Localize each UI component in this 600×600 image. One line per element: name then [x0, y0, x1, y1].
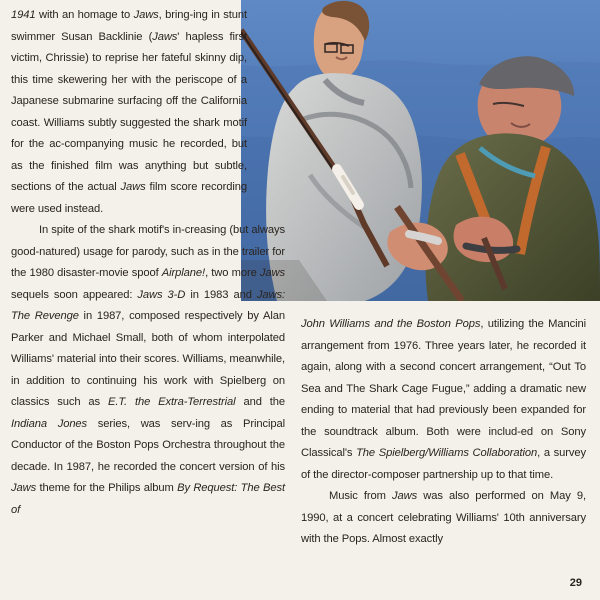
lp2-run-9: in 1987, composed respectively by Alan Parker and Michael Small, both of whom interpolated Williams' material into their scores. Williams, meanwhile, in addition to continuing his work with Spielberg on classics such as	[11, 310, 285, 408]
rp1-run-3: The Spielberg/Williams Collaboration	[356, 447, 538, 459]
lp1-run-8: film score recording were used instead.	[11, 181, 247, 215]
film-still-illustration	[241, 0, 600, 301]
rp2-run-2: Jaws	[391, 490, 418, 502]
lp2-run-4: Jaws	[259, 267, 285, 279]
lp2-run-6: Jaws 3-D	[137, 288, 186, 301]
right-paragraph-1	[301, 314, 586, 486]
lp2-run-14: Jaws	[11, 482, 37, 494]
right-column	[301, 314, 586, 551]
lp1-run-3: Jaws	[133, 9, 159, 21]
film-still-photo	[241, 0, 600, 301]
lp2-run-10: E.T. the Extra-Terrestrial	[107, 396, 236, 408]
page-number: 29	[569, 577, 582, 589]
lp2-run-16: By Request: The Best of	[11, 482, 285, 516]
rp1-run-1: John Williams and the Boston Pops	[301, 318, 481, 330]
lp2-run-3: , two more	[205, 267, 260, 279]
rp1-run-2: , utilizing the Mancini arrangement from 1976. Three years later, he recorded it again, along with a second concert arrangement, “Out To Sea and The Shark Cage Fugue,” adding a dramatic new ending to material that had previously been expanded for the soundtrack album. Both were includ-ed on Sony Classical's	[301, 318, 586, 459]
rp2-run-1: Music from	[329, 490, 392, 502]
lp2-run-8: Jaws: The Revenge	[11, 288, 286, 322]
lp1-run-6: ' hapless first victim, Chrissie) to reprise her fateful skinny dip, this time skewering her with the periscope of a Japanese submarine surfacing off the California coast. Williams subtly suggested the shark motif for the ac-companying music he recorded, but as the finished film was anything but subtle, sections of the actual	[11, 30, 248, 193]
lp1-run-7: Jaws	[120, 181, 146, 193]
lp2-run-2: Airplane!	[161, 267, 206, 279]
lp2-run-1: In spite of the shark motif's in-creasing (but always good-natured) usage for parody, such as in the trailer for the 1980 disaster-movie spoof	[11, 224, 285, 279]
lp1-run-5: Jaws	[152, 30, 178, 43]
lp1-run-2: with an homage to	[35, 9, 134, 21]
lp2-run-11: and the	[235, 396, 286, 408]
left-paragraph-2	[11, 220, 285, 521]
lp2-run-15: theme for the Philips album	[36, 482, 178, 494]
lp1-run-1: 1941	[11, 9, 36, 21]
lp1-run-4: , bring-ing in stunt swimmer Susan Backlinie (	[11, 9, 247, 43]
lp2-run-7: in 1983 and	[185, 288, 257, 301]
left-paragraph-1	[11, 5, 247, 220]
lp2-run-5: sequels soon appeared:	[11, 288, 138, 301]
lp2-run-12: Indiana Jones	[11, 417, 88, 430]
lp2-run-13: series, was serv-ing as Principal Conductor of the Boston Pops Orchestra throughout the decade. In 1987, he recorded the concert version of his	[11, 417, 285, 473]
rp2-run-3: was also performed on May 9, 1990, at a concert celebrating Williams' 10th anniversary with the Pops. Almost exactly	[301, 490, 586, 545]
left-column	[11, 5, 285, 521]
right-paragraph-2	[301, 486, 586, 551]
rp1-run-4: , a survey of the director-composer partnership up to that time.	[301, 447, 586, 481]
